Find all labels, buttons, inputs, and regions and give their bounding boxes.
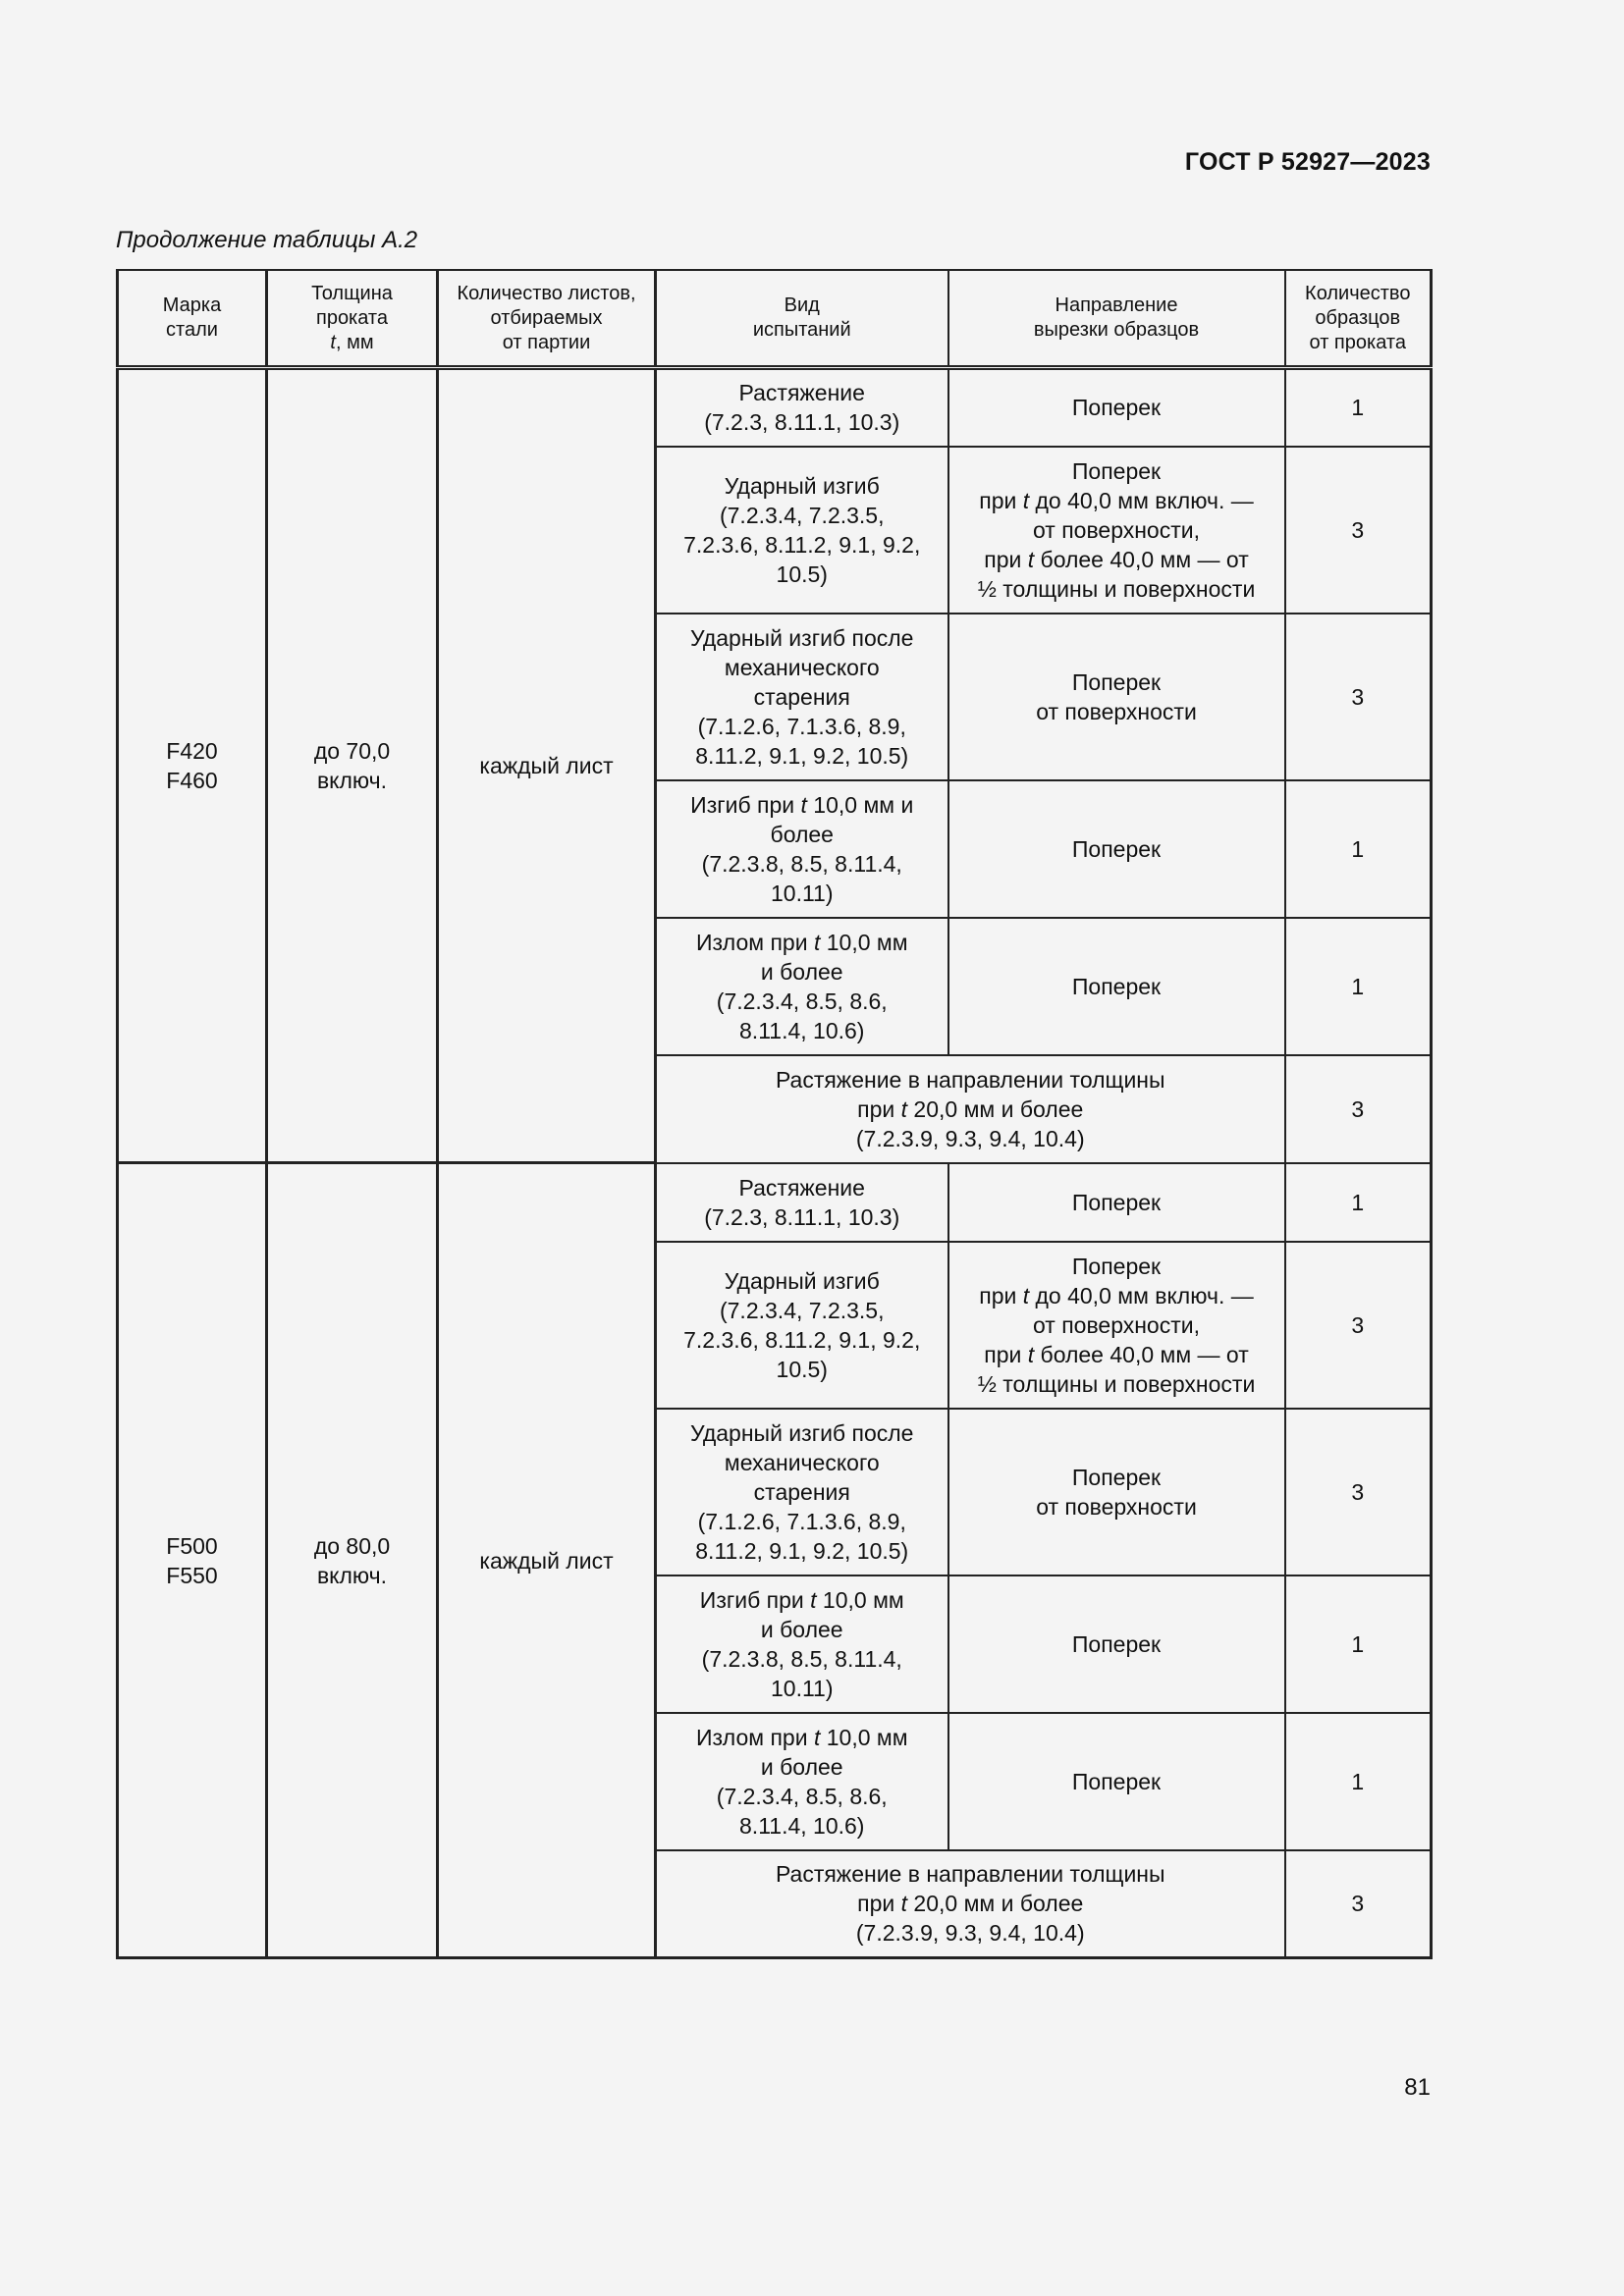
variable-t: t bbox=[1022, 1282, 1030, 1308]
header-thickness-unit: , мм bbox=[335, 331, 374, 353]
cut-direction-cell: Поперек bbox=[948, 1713, 1285, 1850]
cut-direction-cell: Поперек bbox=[948, 1163, 1285, 1242]
text-fragment: 10.11) bbox=[770, 880, 834, 906]
text-fragment: Растяжение в направлении толщины bbox=[775, 1861, 1165, 1888]
text-fragment: до 40,0 мм включ. — bbox=[1029, 487, 1254, 513]
test-type-cell bbox=[656, 1575, 948, 1713]
text-fragment: 10,0 мм bbox=[816, 1586, 904, 1613]
cut-direction-cell bbox=[948, 1242, 1285, 1409]
text-fragment: и более bbox=[760, 1753, 843, 1780]
sample-count-cell: 1 bbox=[1285, 780, 1432, 918]
text-fragment: при bbox=[984, 1341, 1028, 1367]
text-fragment: Излом при bbox=[695, 929, 814, 955]
text-fragment: более 40,0 мм — от bbox=[1034, 1341, 1249, 1367]
text-fragment: более 40,0 мм — от bbox=[1034, 546, 1249, 572]
test-type-cell: Ударный изгиб после механического старения (7.1.2.6, 7.1.3.6, 8.9, 8.11.2, 9.1, 9.2, 10.5) bbox=[656, 1409, 948, 1575]
text-fragment: и более bbox=[760, 958, 843, 985]
text-fragment: Поперек bbox=[1071, 457, 1162, 484]
text-fragment: (7.2.3.4, 8.5, 8.6, bbox=[716, 1783, 888, 1809]
sample-count-cell: 3 bbox=[1285, 1409, 1432, 1575]
test-type-cell: Растяжение (7.2.3, 8.11.1, 10.3) bbox=[656, 1163, 948, 1242]
cut-direction-cell: Поперек bbox=[948, 780, 1285, 918]
text-fragment: (7.2.3.8, 8.5, 8.11.4, bbox=[701, 850, 902, 877]
text-fragment: (7.2.3.4, 8.5, 8.6, bbox=[716, 988, 888, 1014]
text-fragment: при bbox=[984, 546, 1028, 572]
page-number: 81 bbox=[1404, 2074, 1431, 2101]
text-fragment: 8.11.4, 10.6) bbox=[739, 1812, 865, 1839]
cut-direction-cell: Поперек bbox=[948, 1575, 1285, 1713]
sample-count-cell: 1 bbox=[1285, 1163, 1432, 1242]
header-steel-grade: Марка стали bbox=[118, 270, 267, 368]
header-thickness-var: t bbox=[330, 331, 336, 353]
text-fragment: более bbox=[770, 821, 834, 847]
header-sheets-count: Количество листов, отбираемых от партии bbox=[438, 270, 656, 368]
sheets-count-cell: каждый лист bbox=[438, 1163, 656, 1958]
text-fragment: от поверхности, bbox=[1032, 516, 1200, 543]
header-thickness bbox=[267, 270, 438, 368]
text-fragment: 10,0 мм bbox=[820, 1724, 908, 1750]
sample-count-cell: 3 bbox=[1285, 1242, 1432, 1409]
text-fragment: до 40,0 мм включ. — bbox=[1029, 1282, 1254, 1308]
text-fragment: ½ толщины и поверхности bbox=[977, 575, 1256, 602]
text-fragment: от поверхности, bbox=[1032, 1311, 1200, 1338]
text-fragment: ½ толщины и поверхности bbox=[977, 1370, 1256, 1397]
text-fragment: 8.11.4, 10.6) bbox=[739, 1017, 865, 1043]
sample-count-cell: 3 bbox=[1285, 1055, 1432, 1163]
variable-t: t bbox=[800, 791, 807, 818]
variable-t: t bbox=[813, 1724, 821, 1750]
text-fragment: Изгиб при bbox=[699, 1586, 811, 1613]
sample-count-cell: 1 bbox=[1285, 1575, 1432, 1713]
table-row bbox=[118, 368, 1432, 447]
text-fragment: Поперек bbox=[1071, 1253, 1162, 1279]
table-body bbox=[118, 368, 1432, 1958]
text-fragment: и более bbox=[760, 1616, 843, 1642]
text-fragment: Излом при bbox=[695, 1724, 814, 1750]
table-row bbox=[118, 1163, 1432, 1242]
header-thickness-label: Толщина проката bbox=[311, 282, 393, 329]
variable-t: t bbox=[900, 1891, 908, 1917]
steel-testing-table bbox=[116, 269, 1433, 1959]
text-fragment: 10,0 мм bbox=[820, 929, 908, 955]
text-fragment: 20,0 мм и более bbox=[907, 1891, 1084, 1917]
test-type-cell bbox=[656, 918, 948, 1055]
test-type-cell bbox=[656, 780, 948, 918]
sample-count-cell: 1 bbox=[1285, 918, 1432, 1055]
test-type-cell: Ударный изгиб после механического старения (7.1.2.6, 7.1.3.6, 8.9, 8.11.2, 9.1, 9.2, 10.5) bbox=[656, 614, 948, 780]
variable-t: t bbox=[810, 1586, 817, 1613]
cut-direction-cell: Поперек от поверхности bbox=[948, 614, 1285, 780]
cut-direction-cell: Поперек от поверхности bbox=[948, 1409, 1285, 1575]
text-fragment: (7.2.3.9, 9.3, 9.4, 10.4) bbox=[855, 1920, 1085, 1947]
steel-grade-cell: F420 F460 bbox=[118, 368, 267, 1163]
text-fragment: (7.2.3.8, 8.5, 8.11.4, bbox=[701, 1645, 902, 1672]
variable-t: t bbox=[1022, 487, 1030, 513]
test-type-cell: Ударный изгиб (7.2.3.4, 7.2.3.5, 7.2.3.6, 8.11.2, 9.1, 9.2, 10.5) bbox=[656, 1242, 948, 1409]
variable-t: t bbox=[900, 1095, 908, 1122]
sample-count-cell: 3 bbox=[1285, 447, 1432, 614]
header-sample-count: Количество образцов от проката bbox=[1285, 270, 1432, 368]
text-fragment: 10,0 мм и bbox=[806, 791, 914, 818]
variable-t: t bbox=[1027, 1341, 1035, 1367]
test-type-cell bbox=[656, 1713, 948, 1850]
text-fragment: Растяжение в направлении толщины bbox=[775, 1066, 1165, 1093]
sheets-count-cell: каждый лист bbox=[438, 368, 656, 1163]
test-type-cell bbox=[656, 1055, 1285, 1163]
cut-direction-cell: Поперек bbox=[948, 368, 1285, 447]
variable-t: t bbox=[813, 929, 821, 955]
variable-t: t bbox=[1027, 546, 1035, 572]
text-fragment: при bbox=[857, 1095, 901, 1122]
sample-count-cell: 1 bbox=[1285, 368, 1432, 447]
text-fragment: при bbox=[857, 1891, 901, 1917]
test-type-cell bbox=[656, 1850, 1285, 1958]
text-fragment: 20,0 мм и более bbox=[907, 1095, 1084, 1122]
text-fragment: (7.2.3.9, 9.3, 9.4, 10.4) bbox=[855, 1125, 1085, 1151]
test-type-cell: Растяжение (7.2.3, 8.11.1, 10.3) bbox=[656, 368, 948, 447]
text-fragment: при bbox=[979, 1282, 1023, 1308]
sample-count-cell: 3 bbox=[1285, 614, 1432, 780]
thickness-cell: до 80,0 включ. bbox=[267, 1163, 438, 1958]
table-caption: Продолжение таблицы А.2 bbox=[116, 227, 418, 253]
test-type-cell: Ударный изгиб (7.2.3.4, 7.2.3.5, 7.2.3.6, 8.11.2, 9.1, 9.2, 10.5) bbox=[656, 447, 948, 614]
text-fragment: 10.11) bbox=[770, 1675, 834, 1701]
steel-grade-cell: F500 F550 bbox=[118, 1163, 267, 1958]
thickness-cell: до 70,0 включ. bbox=[267, 368, 438, 1163]
text-fragment: при bbox=[979, 487, 1023, 513]
text-fragment: Изгиб при bbox=[690, 791, 801, 818]
sample-count-cell: 1 bbox=[1285, 1713, 1432, 1850]
header-row bbox=[118, 270, 1432, 368]
cut-direction-cell: Поперек bbox=[948, 918, 1285, 1055]
cut-direction-cell bbox=[948, 447, 1285, 614]
sample-count-cell: 3 bbox=[1285, 1850, 1432, 1958]
header-cut-direction: Направление вырезки образцов bbox=[948, 270, 1285, 368]
standard-id: ГОСТ Р 52927—2023 bbox=[1184, 148, 1431, 176]
header-test-type: Вид испытаний bbox=[656, 270, 948, 368]
